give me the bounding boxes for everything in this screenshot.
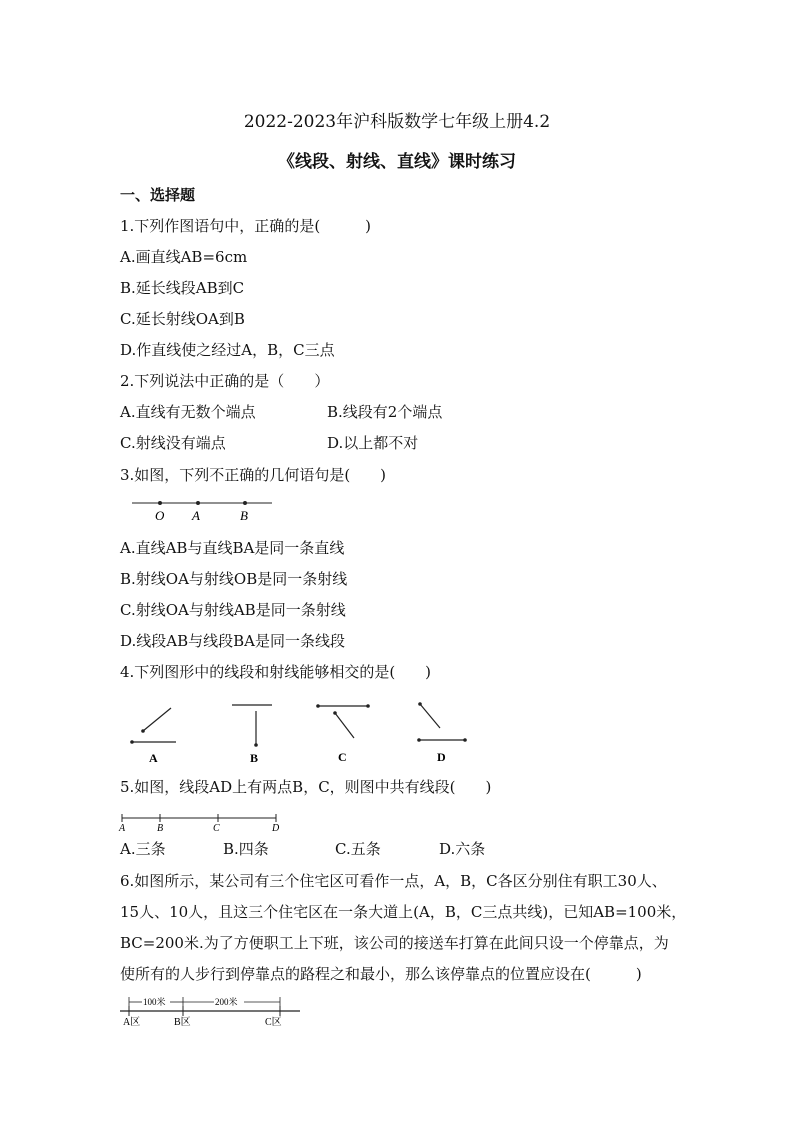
q4-stem: 4.下列图形中的线段和射线能够相交的是( )	[120, 663, 432, 681]
q5-option-a: A.三条	[120, 840, 166, 858]
q3-option-c: C.射线OA与射线AB是同一条射线	[120, 601, 346, 619]
q3-label-b: B	[240, 508, 248, 523]
q3-label-a: A	[192, 508, 200, 523]
q6-label-bc: 200米	[215, 997, 238, 1007]
q1-option-b: B.延长线段AB到C	[120, 279, 245, 297]
q6-line-4: 使所有的人步行到停靠点的路程之和最小，那么该停靠点的位置应设在( )	[120, 965, 642, 983]
q5-option-b: B.四条	[223, 840, 269, 858]
q4-label-c: C	[338, 750, 347, 764]
q6-line-1: 6.如图所示，某公司有三个住宅区可看作一点，A，B，C各区分别住有职工30人、	[120, 872, 667, 890]
q2-option-b: B.线段有2个端点	[327, 403, 443, 421]
q2-stem: 2.下列说法中正确的是（ ）	[120, 372, 330, 390]
q1-option-a: A.画直线AB=6cm	[120, 248, 248, 266]
q5-label-c: C	[213, 823, 220, 834]
q5-label-b: B	[157, 823, 164, 834]
section-heading: 一、选择题	[120, 186, 196, 204]
q6-label-b: B区	[174, 1017, 191, 1028]
q5-label-d: D	[272, 823, 280, 834]
q6-line-2: 15人、10人，且这三个住宅区在一条大道上(A，B，C三点共线)，已知AB=100米，	[120, 903, 687, 921]
q1-stem: 1.下列作图语句中，正确的是( )	[120, 217, 372, 235]
q5-stem: 5.如图，线段AD上有两点B，C，则图中共有线段( )	[120, 778, 492, 796]
q1-option-c: C.延长射线OA到B	[120, 310, 245, 328]
q3-option-b: B.射线OA与射线OB是同一条射线	[120, 570, 348, 588]
document-subtitle: 《线段、射线、直线》课时练习	[278, 152, 516, 172]
q3-label-o: O	[155, 508, 165, 523]
q4-label-d: D	[437, 750, 446, 764]
q3-option-d: D.线段AB与线段BA是同一条线段	[120, 632, 345, 650]
q5-option-c: C.五条	[335, 840, 381, 858]
q1-option-d: D.作直线使之经过A，B，C三点	[120, 341, 335, 359]
q6-line-3: BC=200米.为了方便职工上下班，该公司的接送车打算在此间只设一个停靠点，为	[120, 934, 669, 952]
q5-label-a: A	[119, 823, 126, 834]
q3-option-a: A.直线AB与直线BA是同一条直线	[120, 539, 345, 557]
document-title: 2022-2023年沪科版数学七年级上册4.2	[243, 112, 551, 132]
q4-label-b: B	[250, 751, 259, 765]
q6-label-a: A区	[123, 1017, 141, 1028]
q4-label-a: A	[149, 751, 158, 765]
q6-label-ab: 100米	[143, 997, 166, 1007]
q2-option-a: A.直线有无数个端点	[120, 403, 256, 421]
q2-option-c: C.射线没有端点	[120, 434, 226, 452]
q2-option-d: D.以上都不对	[327, 434, 419, 452]
q3-stem: 3.如图，下列不正确的几何语句是( )	[120, 466, 387, 484]
q6-label-c: C区	[265, 1017, 282, 1028]
q5-option-d: D.六条	[439, 840, 486, 858]
